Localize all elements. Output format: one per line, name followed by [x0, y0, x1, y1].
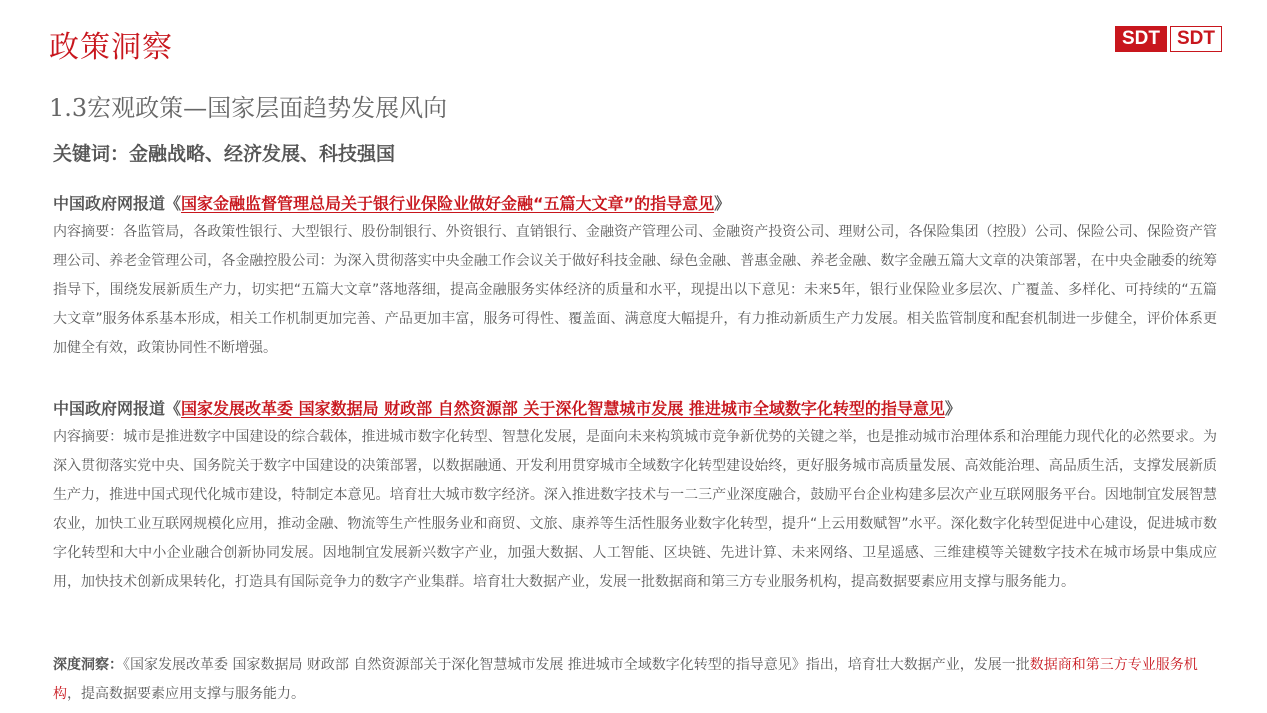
- doc-title-link-smart-city[interactable]: 国家发展改革委 国家数据局 财政部 自然资源部 关于深化智慧城市发展 推进城市全域数字化转型的指导意见: [181, 399, 945, 418]
- section-subtitle: 1.3宏观政策—国家层面趋势发展风向: [49, 94, 448, 122]
- keywords-line: 关键词：金融战略、经济发展、科技强国: [53, 143, 396, 165]
- open-bracket: 《: [165, 194, 182, 213]
- doc-title-link-finance[interactable]: 国家金融监督管理总局关于银行业保险业做好金融“五篇大文章”的指导意见: [181, 194, 715, 213]
- news-heading-finance: [53, 191, 730, 214]
- deep-insight: [53, 651, 1217, 709]
- insight-label: 深度洞察：: [53, 657, 123, 673]
- insight-text-before: 《国家发展改革委 国家数据局 财政部 自然资源部关于深化智慧城市发展 推进城市全域数字化转型的指导意见》指出，培育壮大数据产业，发展一批: [123, 657, 1030, 673]
- logo-text-left: SDT: [1115, 26, 1167, 52]
- insight-highlight: 数据商和第三方专业服务机构: [53, 657, 1198, 702]
- insight-text-after: ，提高数据要素应用支撑与服务能力。: [67, 686, 305, 702]
- summary-smart-city: 内容摘要：城市是推进数字中国建设的综合载体，推进城市数字化转型、智慧化发展，是面向未来构筑城市竞争新优势的关键之举，也是推动城市治理体系和治理能力现代化的必然要求。为深入贯彻落实党中央、国务院关于数字中国建设的决策部署，以数据融通、开发利用贯穿城市全域数字化转型建设始终，更好服务城市高质量发展、高效能治理、高品质生活，支撑发展新质生产力，推进中国式现代化城市建设，特制定本意见。培育壮大城市数字经济。深入推进数字技术与一二三产业深度融合，鼓励平台企业构建多层次产业互联网服务平台。因地制宜发展智慧农业，加快工业互联网规模化应用，推动金融、物流等生产性服务业和商贸、文旅、康养等生活性服务业数字化转型，提升“上云用数赋智”水平。深化数字化转型促进中心建设，促进城市数字化转型和大中小企业融合创新协同发展。因地制宜发展新兴数字产业，加强大数据、人工智能、区块链、先进计算、未来网络、卫星遥感、三维建模等关键数字技术在城市场景中集成应用，加快技术创新成果转化，打造具有国际竞争力的数字产业集群。培育壮大数据产业，发展一批数据商和第三方专业服务机构，提高数据要素应用支撑与服务能力。: [53, 429, 1217, 590]
- close-bracket: 》: [714, 194, 731, 213]
- page-header-title: 政策洞察: [49, 30, 173, 65]
- close-bracket: 》: [944, 399, 961, 418]
- news-heading-smart-city: [53, 396, 961, 419]
- open-bracket: 《: [165, 399, 182, 418]
- sdt-logo: [1115, 26, 1222, 52]
- news-source: 中国政府网报道: [53, 399, 166, 418]
- summary-finance: 内容摘要：各监管局，各政策性银行、大型银行、股份制银行、外资银行、直销银行、金融资产管理公司、金融资产投资公司、理财公司，各保险集团（控股）公司、保险公司、保险资产管理公司、养老金管理公司，各金融控股公司：为深入贯彻落实中央金融工作会议关于做好科技金融、绿色金融、普惠金融、养老金融、数字金融五篇大文章的决策部署，在中央金融委的统筹指导下，围绕发展新质生产力，切实把“五篇大文章”落地落细，提高金融服务实体经济的质量和水平，现提出以下意见：未来5年，银行业保险业多层次、广覆盖、多样化、可持续的“五篇大文章”服务体系基本形成，相关工作机制更加完善、产品更加丰富，服务可得性、覆盖面、满意度大幅提升，有力推动新质生产力发展。相关监管制度和配套机制进一步健全，评价体系更加健全有效，政策协同性不断增强。: [53, 224, 1217, 356]
- news-source: 中国政府网报道: [53, 194, 166, 213]
- logo-text-right: SDT: [1170, 26, 1222, 52]
